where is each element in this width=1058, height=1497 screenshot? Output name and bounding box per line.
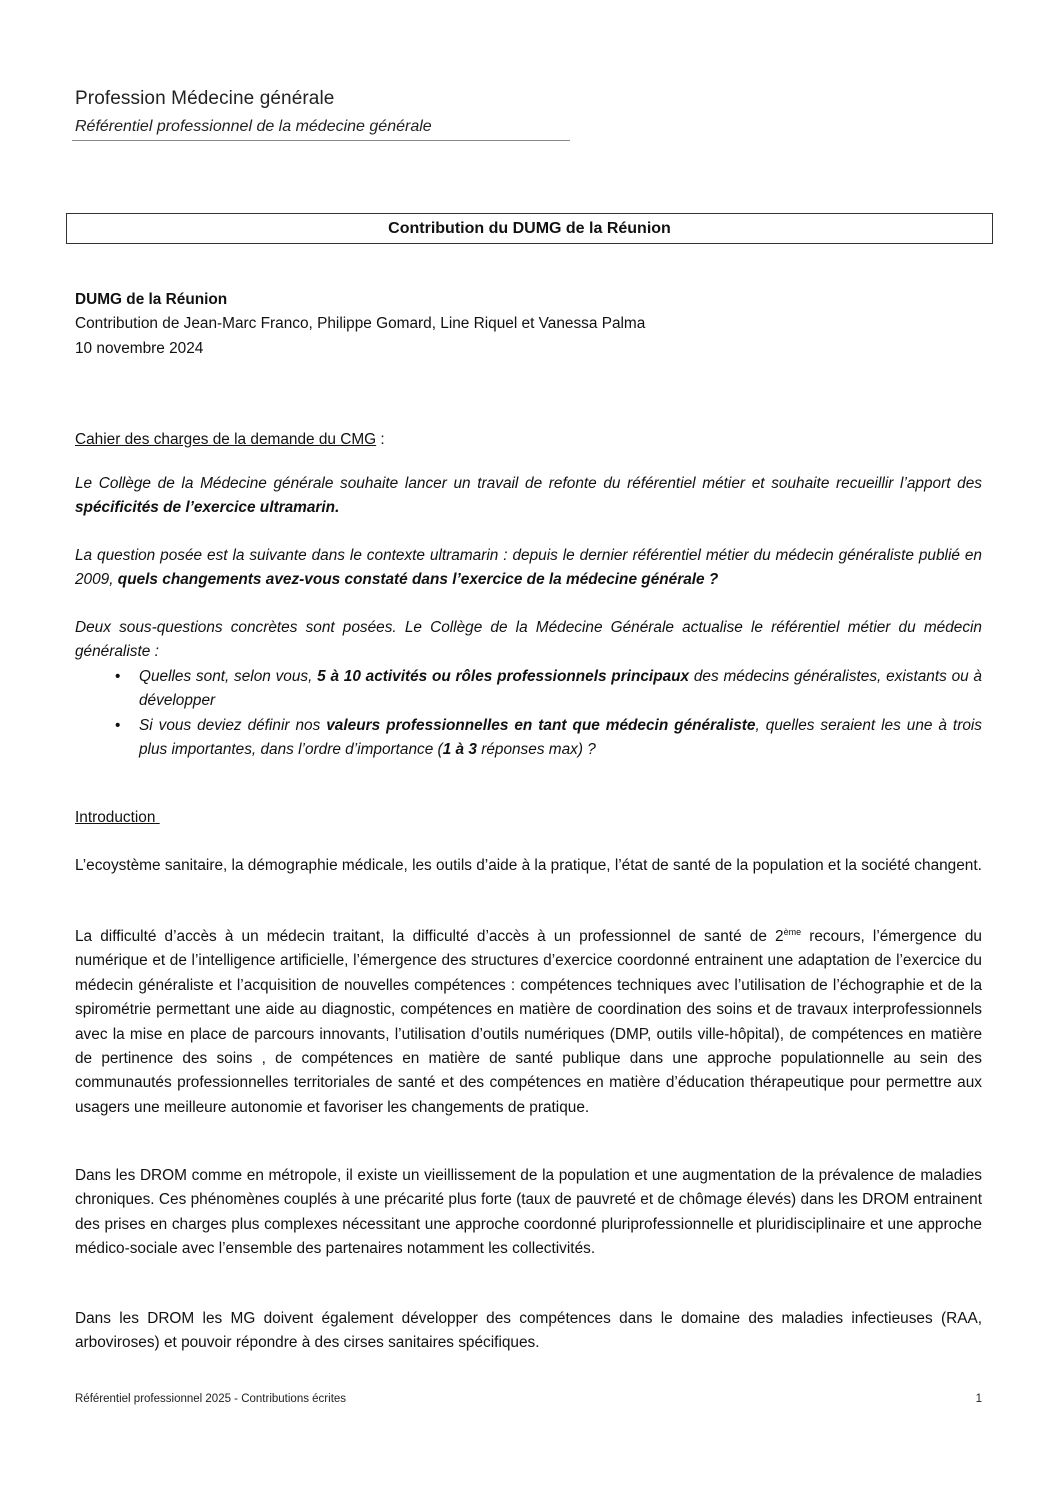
b1-text-c: des médecins généralistes, existants ou à développer: [139, 667, 982, 710]
b1-emphasis: 5 à 10 activités ou rôles professionnels principaux: [317, 667, 690, 685]
contribution-meta: [75, 288, 982, 361]
sub-questions-list: [75, 665, 982, 763]
header-subtitle: Référentiel professionnel de la médecine générale: [75, 118, 432, 135]
cahier-heading: Cahier des charges de la demande du CMG: [75, 431, 377, 448]
contribution-title-box: [66, 213, 993, 244]
cahier-heading-line: [75, 428, 982, 452]
cahier-p1-emphasis: spécificités de l’exercice ultramarin.: [75, 499, 340, 517]
cahier-p3-text: Deux sous-questions concrètes sont posées. Le Collège de la Médecine Générale actualise le référentiel métier du médecin généraliste :: [75, 619, 982, 661]
cahier-p2-emphasis: quels changements avez-vous constaté dans l’exercice de la médecine générale ?: [117, 571, 719, 589]
meta-org: DUMG de la Réunion: [75, 291, 228, 308]
contribution-title: Contribution du DUMG de la Réunion: [388, 219, 671, 237]
meta-authors: Contribution de Jean-Marc Franco, Philippe Gomard, Line Riquel et Vanessa Palma: [75, 315, 646, 333]
cahier-p2-text: La question posée est la suivante dans le contexte ultramarin : depuis le dernier référentiel métier du médecin généraliste publié en 2009,: [75, 547, 982, 589]
bullet-icon: •: [115, 667, 121, 685]
intro-paragraph-2: [75, 925, 982, 1120]
intro-p2-superscript: ème: [783, 926, 802, 937]
intro-paragraph-4: Dans les DROM les MG doivent également développer des compétences dans le domaine des maladies infectieuses (RAA, arboviroses) et pouvoir répondre à des cirses sanitaires spécifiques.: [75, 1310, 982, 1352]
list-item: [75, 714, 982, 763]
cahier-heading-suffix: :: [376, 431, 385, 448]
cahier-paragraph-3: [75, 616, 982, 762]
intro-p2-text-a: La difficulté d’accès à un médecin traitant, la difficulté d’accès à un professionnel de santé de 2: [75, 928, 784, 945]
header-title: Profession Médecine générale: [75, 88, 335, 109]
cahier-paragraph-1: [75, 472, 982, 521]
b2-text-e: réponses max) ?: [476, 741, 596, 759]
b2-emphasis: valeurs professionnelles en tant que médecin généraliste: [326, 716, 756, 734]
intro-paragraph-1: L’ecoystème sanitaire, la démographie médicale, les outils d’aide à la pratique, l’état de santé de la population et la société changent.: [75, 857, 982, 874]
intro-heading: Introduction: [75, 809, 156, 826]
b1-text-a: Quelles sont, selon vous,: [139, 667, 318, 685]
b2-text-a: Si vous deviez définir nos: [139, 716, 327, 734]
b2-text-c: , quelles seraient les une à trois plus importantes, dans l’ordre d’importance (: [139, 716, 983, 759]
page-number: 1: [975, 1393, 982, 1405]
meta-date: 10 novembre 2024: [75, 339, 204, 357]
intro-heading-line: [75, 806, 982, 830]
intro-p2-text-b: recours, l’émergence du numérique et de l’intelligence artificielle, l’émergence des structures d’exercice coordonné entrainent une adaptation de l’exercice du médecin généraliste et l’acquisition de nouvelles compétences : compétences techniques avec l’utilisation de l’échographie et de la spirométrie permettant une aide au diagnostic, compétences en matière de coordination des soins et de travaux interprofessionnels avec la mise en place de parcours innovants, l’utilisation d’outils numériques (DMP, outils ville-hôpital), de compétences en matière de pertinence des soins , de compétences en matière de santé publique dans une approche populationnelle au sein des communautés professionnelles territoriales de santé et des compétences en matière d’éducation thérapeutique pour permettre aux usagers une meilleure autonomie et favoriser les changements de pratique.: [75, 928, 982, 1116]
cahier-paragraph-2: [75, 544, 982, 593]
bullet-icon: •: [115, 716, 121, 734]
footer-text: Référentiel professionnel 2025 - Contributions écrites: [75, 1393, 347, 1405]
intro-paragraph-3: Dans les DROM comme en métropole, il existe un vieillissement de la population et une augmentation de la prévalence de maladies chroniques. Ces phénomènes couplés à une précarité plus forte (taux de pauvreté et de chômage élevés) dans les DROM entrainent des prises en charges plus complexes nécessitant une approche coordonné pluriprofessionnelle et pluridisciplinaire et une approche médico-sociale avec l’ensemble des partenaires notamment les collectivités.: [75, 1167, 982, 1258]
page-footer: [75, 1393, 982, 1405]
list-item: [75, 665, 982, 714]
cahier-p1-text: Le Collège de la Médecine générale souhaite lancer un travail de refonte du référentiel métier et souhaite recueillir l’apport des: [75, 475, 982, 492]
b2-emphasis-count: 1 à 3: [442, 741, 477, 759]
header-divider: [72, 140, 570, 141]
